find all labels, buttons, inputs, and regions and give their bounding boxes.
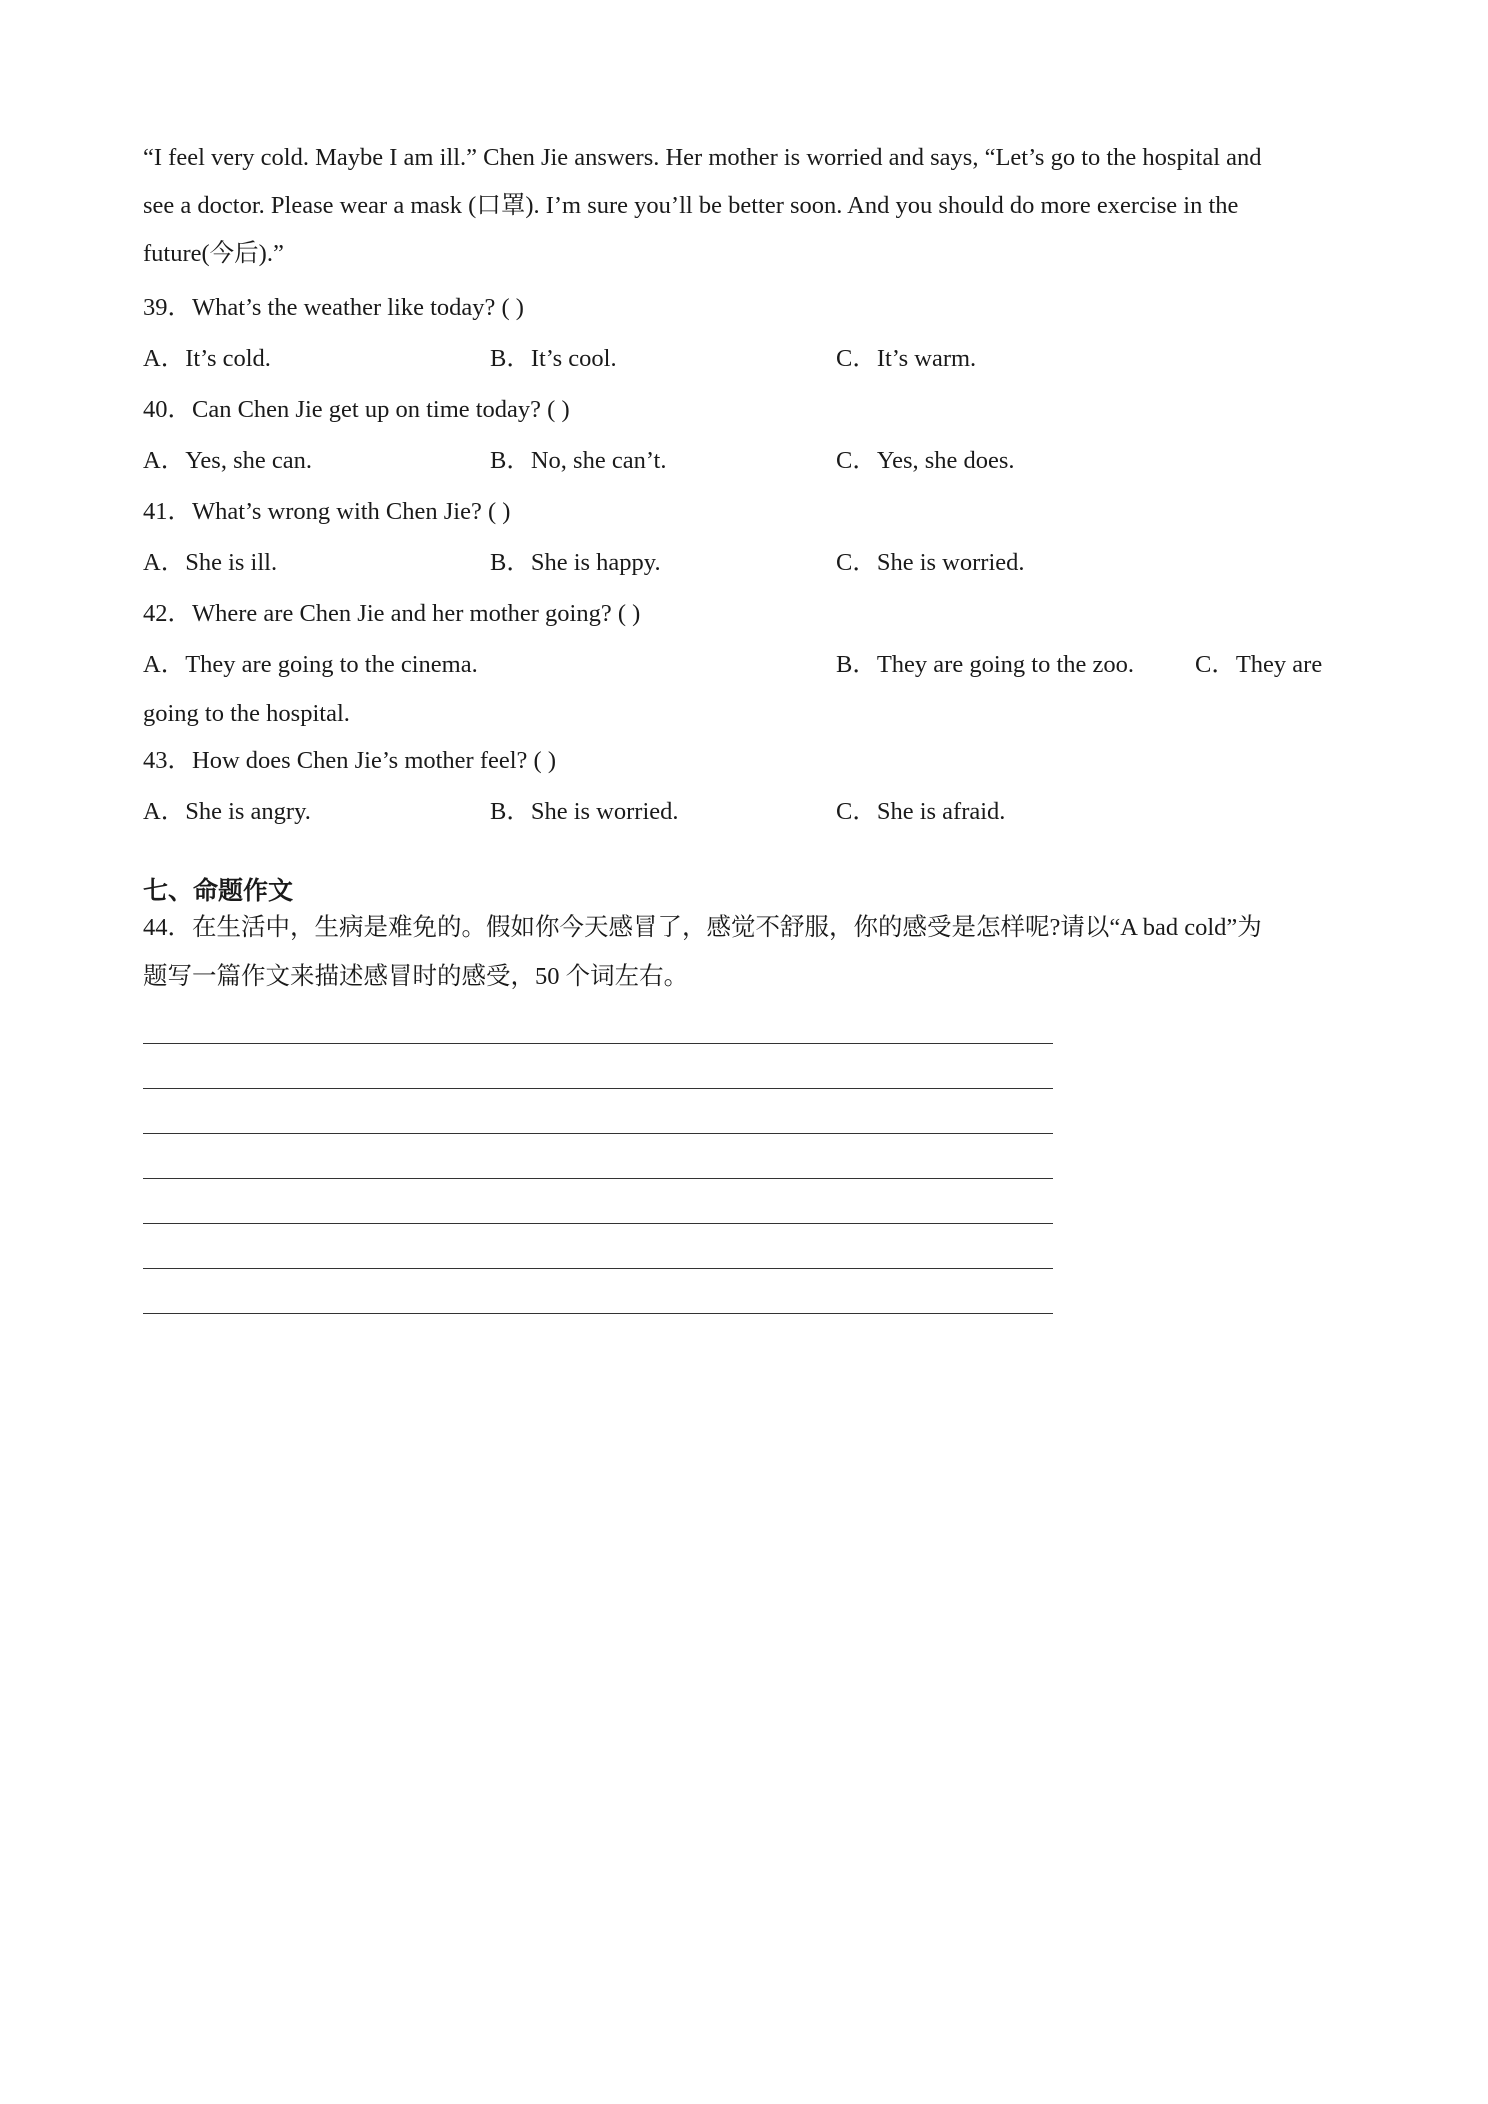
- question-43-option-a[interactable]: A．She is angry.: [143, 798, 311, 825]
- answer-line[interactable]: [143, 1133, 1053, 1134]
- writing-prompt-line-1: 44．在生活中，生病是难免的。假如你今天感冒了，感觉不舒服，你的感受是怎样呢?请以“A bad cold”为: [143, 914, 1262, 941]
- question-43-option-c[interactable]: C．She is afraid.: [836, 798, 1006, 825]
- question-43-option-b[interactable]: B．She is worried.: [490, 798, 679, 825]
- question-39-option-c[interactable]: C．It’s warm.: [836, 345, 977, 372]
- passage-line-1: “I feel very cold. Maybe I am ill.” Chen Jie answers. Her mother is worried and says, “Let’s go to the hospital and: [143, 144, 1262, 171]
- answer-line[interactable]: [143, 1268, 1053, 1269]
- answer-line[interactable]: [143, 1178, 1053, 1179]
- question-42-option-a[interactable]: A．They are going to the cinema.: [143, 651, 478, 678]
- passage-line-2: see a doctor. Please wear a mask (口罩). I’m sure you’ll be better soon. And you should do more exercise in the: [143, 192, 1239, 219]
- question-39-option-b[interactable]: B．It’s cool.: [490, 345, 617, 372]
- question-41-option-c[interactable]: C．She is worried.: [836, 549, 1025, 576]
- question-43-stem: 43．How does Chen Jie’s mother feel? ( ): [143, 747, 556, 774]
- question-41-option-b[interactable]: B．She is happy.: [490, 549, 661, 576]
- question-41-stem: 41．What’s wrong with Chen Jie? ( ): [143, 498, 511, 525]
- writing-prompt-line-2: 题写一篇作文来描述感冒时的感受，50 个词左右。: [143, 963, 689, 990]
- question-40-option-c[interactable]: C．Yes, she does.: [836, 447, 1015, 474]
- question-41-option-a[interactable]: A．She is ill.: [143, 549, 278, 576]
- question-42-stem: 42．Where are Chen Jie and her mother going? ( ): [143, 600, 641, 627]
- question-42-option-b[interactable]: B．They are going to the zoo.: [836, 651, 1135, 678]
- answer-line[interactable]: [143, 1043, 1053, 1044]
- question-39-option-a[interactable]: A．It’s cold.: [143, 345, 271, 372]
- question-42-option-c-continued[interactable]: going to the hospital.: [143, 700, 350, 727]
- question-40-option-b[interactable]: B．No, she can’t.: [490, 447, 667, 474]
- answer-line[interactable]: [143, 1223, 1053, 1224]
- answer-line[interactable]: [143, 1088, 1053, 1089]
- section-title-writing: 七、命题作文: [143, 878, 294, 905]
- question-39-stem: 39．What’s the weather like today? ( ): [143, 294, 524, 321]
- answer-line[interactable]: [143, 1313, 1053, 1314]
- question-40-stem: 40．Can Chen Jie get up on time today? ( ): [143, 396, 570, 423]
- question-42-option-c[interactable]: C．They are: [1195, 651, 1323, 678]
- question-40-option-a[interactable]: A．Yes, she can.: [143, 447, 312, 474]
- passage-line-3: future(今后).”: [143, 240, 284, 267]
